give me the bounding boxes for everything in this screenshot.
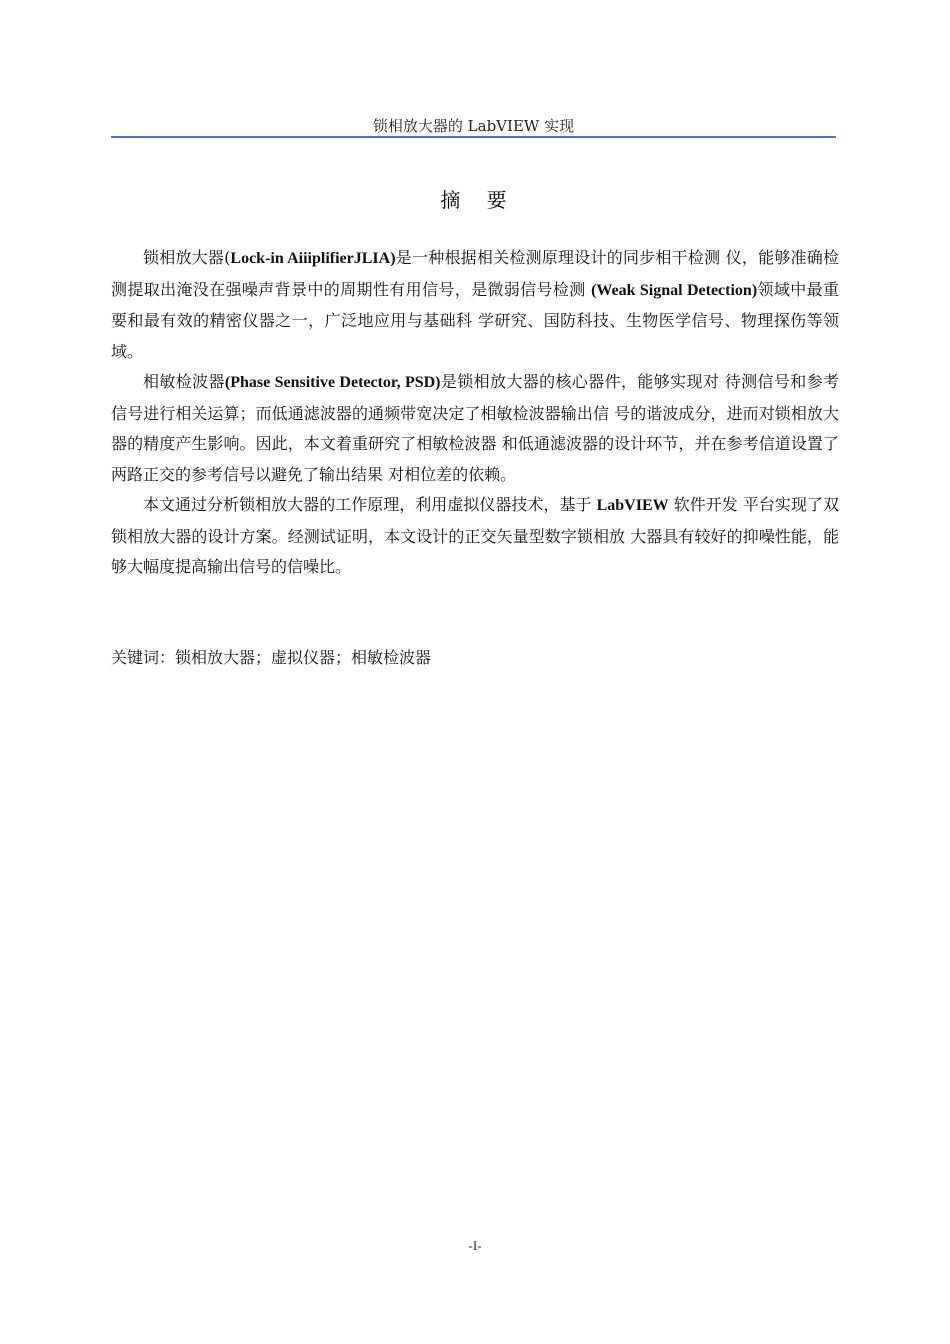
p2-text-1: 相敏检波器 <box>143 372 225 391</box>
abstract-paragraph-2 <box>111 367 839 490</box>
p2-text-2: 是锁相放大器的核心器件，能够实现对 待测信号和参考信号进行相关运算；而低通滤波器的通频带宽决定了相敏检波器输出信 号的谐波成分，进而对锁相放大器的精度产生影响。因此，本文着重研究了相敏检波器 和低通滤波器的设计环节，并在参考信道设置了两路正交的参考信号以避免了输出结果 对相位差的依赖。 <box>111 372 839 484</box>
header-divider <box>111 136 836 138</box>
p2-term-psd: (Phase Sensitive Detector, PSD) <box>224 374 441 391</box>
p3-text-1: 本文通过分析锁相放大器的工作原理，利用虚拟仪器技术，基于 <box>143 495 597 514</box>
abstract-paragraph-1 <box>111 243 839 367</box>
abstract-paragraph-3 <box>111 490 839 583</box>
p1-term-lock-in: Lock-in AiiiplifierJLIA) <box>230 250 396 267</box>
running-header: 锁相放大器的 LabVIEW 实现 <box>372 117 575 135</box>
abstract-title: 摘 要 <box>440 188 517 212</box>
abstract-body <box>111 243 839 583</box>
p1-text-2: 是一种根据相关检测原理设计的同步相干检测 仪，能够准确检测提取出淹没在强噪声背景中的周期性有用信号，是微弱信号检测 <box>111 248 840 299</box>
p1-text-1: 锁相放大器( <box>143 248 231 267</box>
p1-term-weak-signal: (Weak Signal Detection) <box>591 281 758 299</box>
p3-term-labview: LabVIEW <box>596 497 669 514</box>
p1-text-3: 领域中最重要和最有效的精密仪器之一，广泛地应用与基础科 学研究、国防科技、生物医学信号、物理探伤等领域。 <box>111 279 839 361</box>
keywords-line: 关键词：锁相放大器；虚拟仪器；相敏检波器 <box>111 648 432 667</box>
page-number: -I- <box>468 1238 482 1253</box>
p3-text-2: 软件开发 平台实现了双锁相放大器的设计方案。经测试证明，本文设计的正交矢量型数字锁相放 大器具有较好的抑噪性能，能够大幅度提高输出信号的信噪比。 <box>111 495 839 576</box>
